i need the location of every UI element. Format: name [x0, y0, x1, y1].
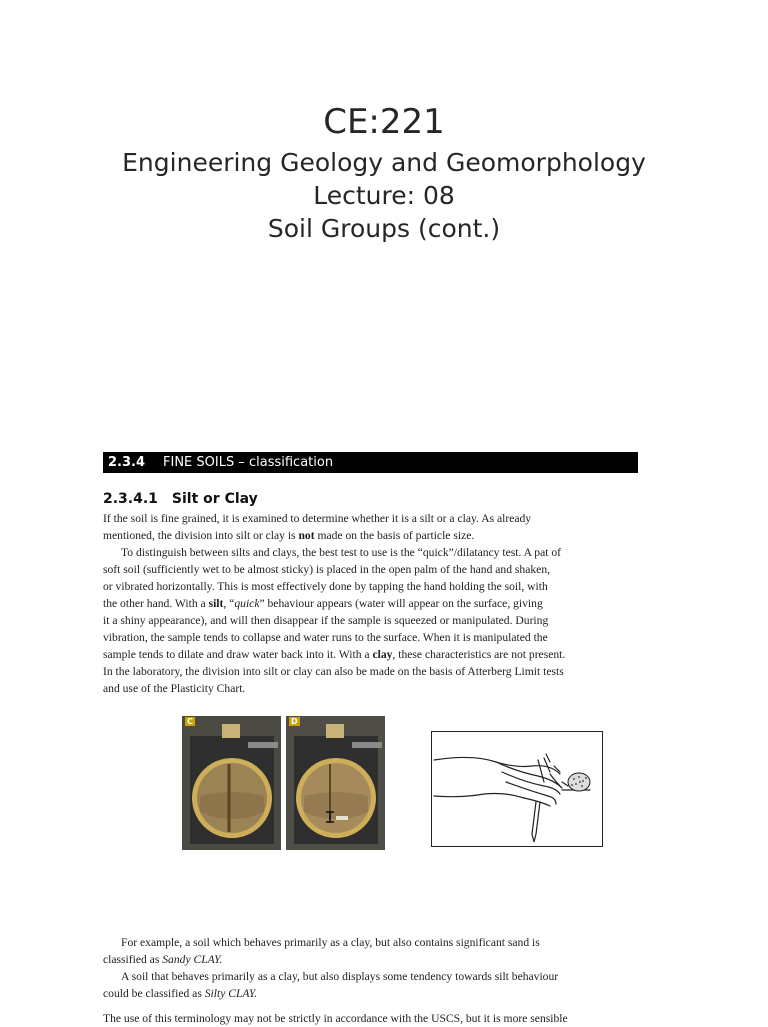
photo-d-label: D [291, 717, 298, 726]
photo-d-dilatancy-test [286, 716, 385, 850]
text-line: In the laboratory, the division into silt or clay can also be made on the basis of Atterberg Limit tests [103, 665, 564, 678]
photo-c-image [182, 716, 281, 850]
paragraph-dilatancy-test [103, 544, 639, 697]
photo-d-image [286, 716, 385, 850]
text-line: and use of the Plasticity Chart. [103, 682, 246, 695]
text-line: it a shiny appearance), and will then disappear if the sample is squeezed or manipulated. During [103, 614, 549, 627]
text-line: could be classified as Silty CLAY. [103, 987, 258, 1000]
hand-tapping-sketch [431, 731, 603, 847]
text-line: classified as Sandy CLAY. [103, 953, 223, 966]
subsection-title: Silt or Clay [171, 491, 258, 507]
course-subject: Engineering Geology and Geomorphology [122, 148, 646, 177]
text-line: vibration, the sample tends to collapse and water runs to the surface. When it is manipulated the [103, 631, 548, 644]
text-line: soft soil (sufficiently wet to be almost sticky) is placed in the open palm of the hand and shaken, [103, 563, 551, 576]
photo-c-dilatancy-test [182, 716, 281, 850]
text-line: or vibrated horizontally. This is most effectively done by tapping the hand holding the soil, with [103, 580, 548, 593]
text-line: A soil that behaves primarily as a clay, but also displays some tendency towards silt behaviour [121, 970, 559, 983]
text-line: To distinguish between silts and clays, the best test to use is the “quick”/dilatancy test. A pat of [121, 546, 561, 559]
hand-sketch-drawing [432, 732, 602, 846]
subsection-number: 2.3.4.1 [103, 491, 158, 507]
title-block [0, 98, 768, 245]
subsection-heading [103, 491, 258, 507]
photo-c-label: C [187, 717, 193, 726]
course-code: CE:221 [323, 102, 445, 142]
paragraph-examples [103, 934, 639, 1027]
section-number: 2.3.4 [108, 455, 146, 470]
text-line: For example, a soil which behaves primarily as a clay, but also contains significant sand is [121, 936, 540, 949]
section-title: FINE SOILS – classification [163, 455, 334, 470]
text-line: If the soil is fine grained, it is examined to determine whether it is a silt or a clay. As already [103, 512, 532, 525]
text-line: The use of this terminology may not be strictly in accordance with the USCS, but it is more sensible [103, 1012, 568, 1025]
paragraph-intro [103, 510, 639, 544]
text-line: mentioned, the division into silt or clay is not made on the basis of particle size. [103, 529, 475, 542]
lecture-number: Lecture: 08 [313, 181, 455, 210]
lecture-topic: Soil Groups (cont.) [267, 214, 501, 243]
text-line: sample tends to dilate and draw water back into it. With a clay, these characteristics are not present. [103, 648, 566, 661]
text-line: the other hand. With a silt, “quick” behaviour appears (water will appear on the surface, giving [103, 597, 543, 610]
section-header-bar [103, 452, 638, 473]
